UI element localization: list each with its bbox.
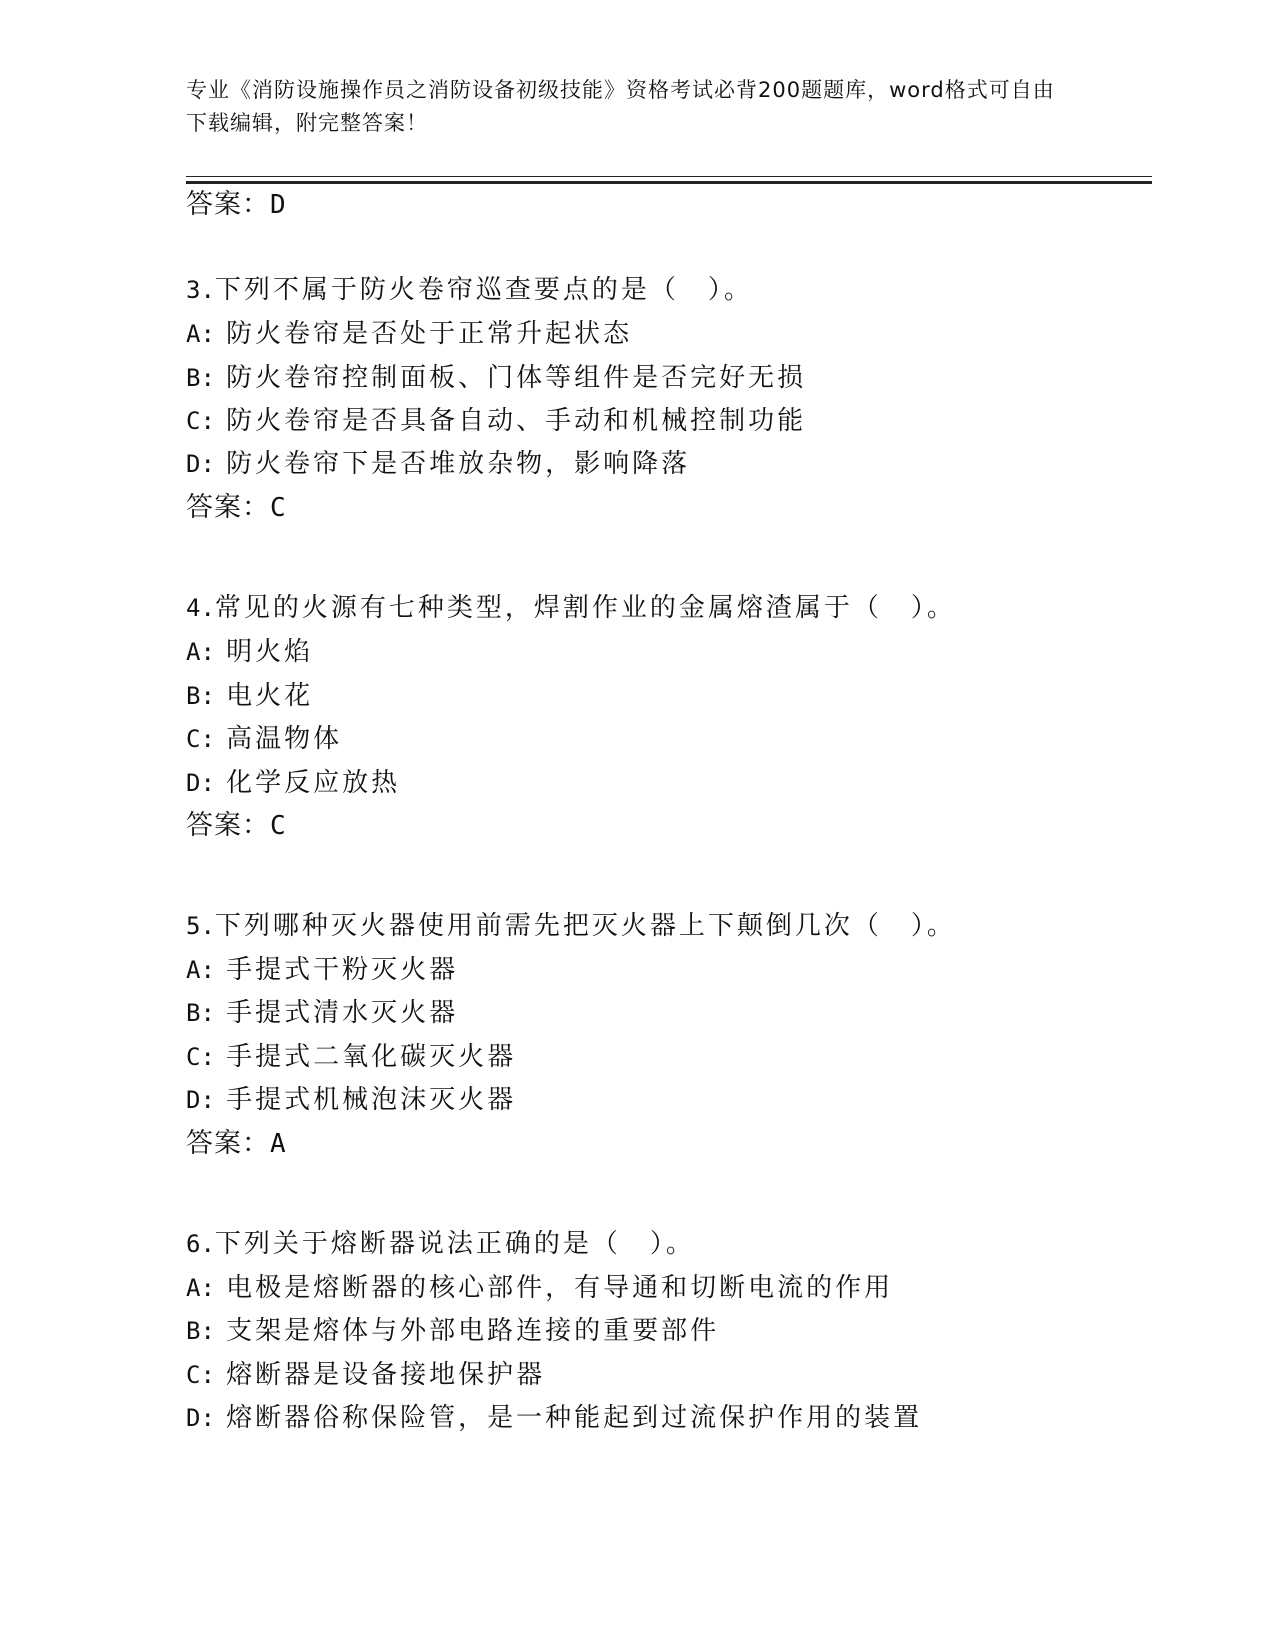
option-letter: D:: [186, 769, 215, 797]
option-letter: B:: [186, 1317, 215, 1345]
question-5-answer: [186, 1126, 287, 1162]
option-letter: A:: [186, 638, 215, 666]
option-letter: B:: [186, 999, 215, 1027]
question-4-option-d: [186, 765, 400, 801]
question-5-option-c: [186, 1039, 516, 1075]
option-text: 手提式二氧化碳灭火器: [226, 1042, 517, 1072]
question-3-answer: [186, 490, 287, 526]
option-text: 防火卷帘下是否堆放杂物，影响降落: [226, 449, 691, 479]
option-text: 电极是熔断器的核心部件，有导通和切断电流的作用: [226, 1273, 894, 1303]
option-text: 防火卷帘控制面板、门体等组件是否完好无损: [226, 363, 807, 393]
question-text: 常见的火源有七种类型，焊割作业的金属熔渣属于（ ）。: [214, 593, 956, 623]
option-letter: D:: [186, 450, 215, 478]
question-4-answer: [186, 808, 287, 844]
question-6-option-d: [186, 1400, 922, 1436]
question-3-option-c: [186, 403, 806, 439]
option-text: 化学反应放热: [226, 768, 401, 798]
option-text: 防火卷帘是否具备自动、手动和机械控制功能: [226, 406, 807, 436]
header-rule-thick: [186, 181, 1152, 184]
question-5-option-b: [186, 995, 458, 1031]
option-letter: A:: [186, 1274, 215, 1302]
option-text: 支架是熔体与外部电路连接的重要部件: [226, 1316, 720, 1346]
question-text: 下列哪种灭火器使用前需先把灭火器上下颠倒几次（ ）。: [214, 911, 956, 941]
option-letter: A:: [186, 956, 215, 984]
question-6-option-a: [186, 1270, 893, 1306]
option-text: 高温物体: [226, 724, 343, 754]
question-number: 4.: [186, 594, 215, 622]
question-4-option-a: [186, 634, 313, 670]
option-letter: B:: [186, 364, 215, 392]
answer-label: 答案：: [186, 492, 270, 523]
question-number: 6.: [186, 1230, 215, 1258]
option-letter: C:: [186, 1043, 215, 1071]
answer-label: 答案：: [186, 189, 270, 220]
question-5-option-a: [186, 952, 458, 988]
document-header: [186, 74, 1066, 140]
answer-value: D: [270, 190, 287, 220]
question-number: 3.: [186, 276, 215, 304]
answer-label: 答案：: [186, 810, 270, 841]
option-text: 明火焰: [226, 637, 314, 667]
question-4-stem: [186, 590, 956, 626]
question-4-option-c: [186, 721, 342, 757]
question-text: 下列不属于防火卷帘巡查要点的是（ ）。: [214, 275, 753, 305]
option-text: 手提式干粉灭火器: [226, 955, 459, 985]
header-intro-text: 专业《消防设施操作员之消防设备初级技能》资格考试必背200题题库，word格式可自由下载编辑，附完整答案！: [186, 78, 1055, 135]
option-text: 手提式清水灭火器: [226, 998, 459, 1028]
option-letter: D:: [186, 1404, 215, 1432]
option-letter: D:: [186, 1086, 215, 1114]
question-3-option-a: [186, 316, 632, 352]
option-text: 防火卷帘是否处于正常升起状态: [226, 319, 633, 349]
question-6-option-c: [186, 1357, 545, 1393]
answer-value: A: [270, 1129, 287, 1159]
option-text: 手提式机械泡沫灭火器: [226, 1085, 517, 1115]
question-6-stem: [186, 1226, 695, 1262]
answer-label: 答案：: [186, 1128, 270, 1159]
option-letter: B:: [186, 682, 215, 710]
option-letter: A:: [186, 320, 215, 348]
question-4-option-b: [186, 678, 313, 714]
previous-question-answer: [186, 187, 287, 223]
question-3-option-d: [186, 446, 690, 482]
question-3-stem: [186, 272, 753, 308]
question-5-option-d: [186, 1082, 516, 1118]
option-text: 熔断器是设备接地保护器: [226, 1360, 546, 1390]
option-text: 熔断器俗称保险管，是一种能起到过流保护作用的装置: [226, 1403, 923, 1433]
question-3-option-b: [186, 360, 806, 396]
header-rule-thin: [186, 176, 1152, 177]
question-text: 下列关于熔断器说法正确的是（ ）。: [214, 1229, 695, 1259]
question-number: 5.: [186, 912, 215, 940]
question-6-option-b: [186, 1313, 719, 1349]
option-letter: C:: [186, 407, 215, 435]
answer-value: C: [270, 811, 287, 841]
question-5-stem: [186, 908, 956, 944]
option-letter: C:: [186, 725, 215, 753]
option-letter: C:: [186, 1361, 215, 1389]
answer-value: C: [270, 493, 287, 523]
option-text: 电火花: [226, 681, 314, 711]
